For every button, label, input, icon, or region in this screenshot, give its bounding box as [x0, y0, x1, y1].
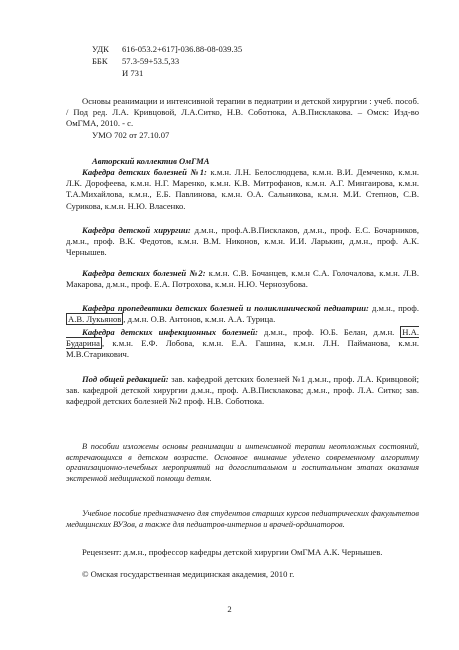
udk-line: [92, 44, 242, 55]
dept-name: Кафедра пропедевтики детских болезней и поликлинической педиатрии:: [82, 303, 369, 313]
udk-value: 616-053.2+617]-036.88-08-039.35: [122, 44, 243, 54]
authors-heading: Авторский коллектив ОмГМА: [92, 156, 210, 166]
bbk-label: ББК: [92, 56, 108, 66]
dept-pediatric-surgery: Кафедра детской хирургии: д.м.н., проф.А.В.Писклаков, д.м.н., проф. Е.С. Бочарников, д.м.н., проф. В.К. Федотов, к.м.н. В.М. Никонов, к.м.н. И.И. Ларькин, д.м.н., проф. А.К. Чернышев.: [66, 225, 419, 258]
dept-name: Кафедра детских болезней №2:: [82, 268, 206, 278]
umo-line: УМО 702 от 27.10.07: [92, 130, 170, 140]
general-editors: Под общей редакцией: зав. кафедрой детских болезней №1 д.м.н., проф. Л.А. Кривцовой; зав. кафедрой детской хирургии д.м.н., проф. А.В.Писклакова; д.м.н., проф. Л.А. Ситко; зав. кафедрой детских болезней №2 проф. Н.В. Соботюка.: [66, 374, 420, 407]
dept-name: Кафедра детских болезней №1:: [82, 167, 207, 177]
reviewer-line: Рецензент: д.м.н., профессор кафедры детской хирургии ОмГМА А.К. Чернышев.: [82, 547, 383, 557]
author-mark-line: [92, 68, 143, 79]
editors-label: Под общей редакцией:: [82, 374, 169, 384]
author-mark: И 731: [122, 68, 144, 78]
boxed-name: Н.А. Бударина: [66, 327, 419, 349]
dept-pediatrics-2: Кафедра детских болезней №2: к.м.н. С.В. Бочанцев, к.м.н С.А. Голочалова, к.м.н. Л.В. Макарова, д.м.н., проф. Е.А. Потрохова, к.м.н. Н.Ю. Чернозубова.: [66, 268, 419, 290]
udk-label: УДК: [92, 44, 109, 54]
page-number: 2: [227, 604, 232, 614]
dept-name: Кафедра детской хирургии:: [82, 225, 191, 235]
bbk-line: [92, 56, 179, 67]
copyright-line: © Омская государственная медицинская академия, 2010 г.: [82, 569, 295, 579]
boxed-name: А.В. Лукьянов: [68, 314, 122, 325]
annotation-paragraph-2: Учебное пособие предназначено для студентов старших курсов педиатрических факультетов медицинских ВУЗов, а также для педиатров-интернов и врачей-ординаторов.: [66, 509, 419, 529]
bbk-value: 57.3-59+53.5,33: [122, 56, 180, 66]
dept-name: Кафедра детских инфекционных болезней:: [82, 327, 259, 337]
dept-infectious-diseases: Кафедра детских инфекционных болезней: д.м.н., проф. Ю.Б. Белан, д.м.н. Н.А. Бударина , к.м.н. Е.Ф. Лобова, к.м.н. Е.А. Гашина, к.м.н. Л.Н. Пайманова, к.м.н. М.В.Старикович.: [66, 327, 419, 360]
annotation-paragraph-1: В пособии изложены основы реанимации и интенсивной терапии неотложных состояний, встречающихся в детском возрасте. Основное внимание уделено современному алгоритму организационно-лечебных мероприятий на догоспитальном и госпитальном этапах оказания экстренной медицинской помощи детям.: [66, 442, 419, 483]
bibliographic-description: Основы реанимации и интенсивной терапии в педиатрии и детской хирургии : учеб. пособ. / Под ред. Л.А. Кривцовой, Л.А.Ситко, Н.В. Соботюка, А.В.Писклакова. – Омск: Изд-во ОмГМА, 2010. - с.: [66, 96, 419, 129]
dept-propaedeutics: Кафедра пропедевтики детских болезней и поликлинической педиатрии: д.м.н., проф. А.В. Лукьянов , д.м.н. О.В. Антонов, к.м.н. А.А. Турица.: [68, 303, 419, 325]
dept-pediatrics-1: Кафедра детских болезней №1: к.м.н. Л.Н. Белослюдцева, к.м.н. В.И. Демченко, к.м.н. Л.К. Дорофеева, к.м.н. Н.Г. Маренко, к.м.н. К.В. Митрофанов, к.м.н. А.Г. Мингаирова, к.м.н. Т.А.Михайлова, к.м.н., Е.Б. Павлинова, к.м.н. О.А. Сальникова, к.м.н. М.И. Степнов, С.В. Сурикова, к.м.н. Н.Ю. Власенко.: [66, 167, 419, 211]
